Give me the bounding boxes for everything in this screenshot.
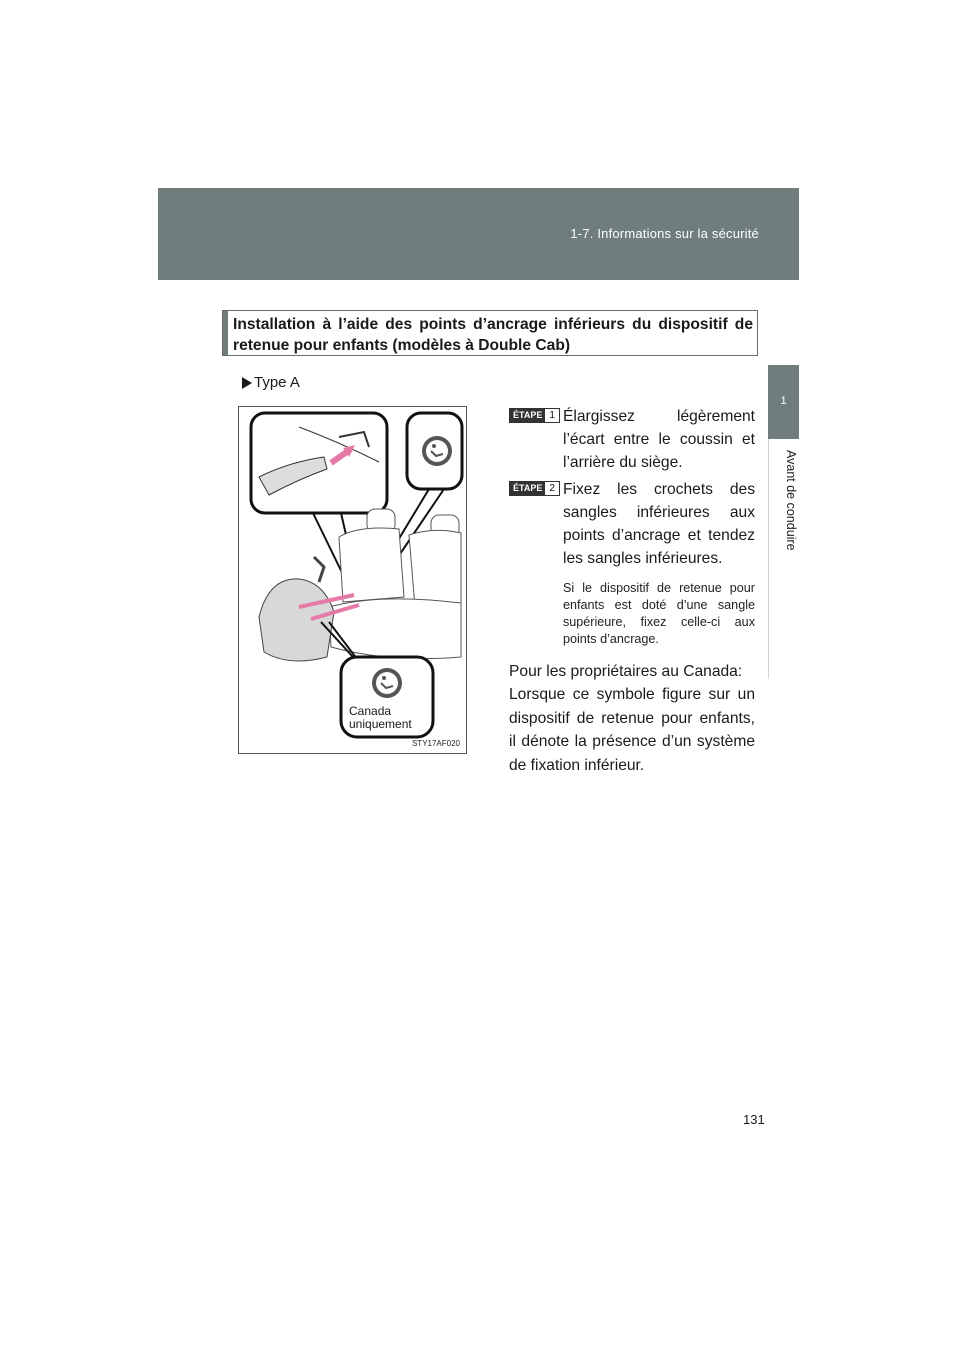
child-seat-illustration <box>239 407 468 755</box>
step-note: Si le dispositif de retenue pour enfants est doté d’une sangle supérieure, fixez celle-ci aux points d’ancrage. <box>563 581 755 646</box>
chapter-number: 1 <box>780 395 787 407</box>
instructions-column <box>509 405 755 777</box>
canada-owners-text: Lorsque ce symbole figure sur un dispositif de retenue pour enfants, il dénote la présence d’un système de fixation inférieur. <box>509 686 755 774</box>
step-1 <box>509 405 755 474</box>
triangle-bullet-icon <box>242 377 252 389</box>
step-badge-word: ÉTAPE <box>510 409 545 422</box>
page-number: 131 <box>743 1112 765 1127</box>
chapter-side-tab <box>768 365 799 439</box>
step-text: Élargissez légèrement l’écart entre le coussin et l’arrière du siège. <box>563 408 755 471</box>
figure-code: STY17AF020 <box>411 739 460 748</box>
chapter-header-band <box>158 188 799 280</box>
side-divider <box>768 439 769 679</box>
step-badge-number: 2 <box>545 482 559 495</box>
canada-owners-heading: Pour les propriétaires au Canada: <box>509 663 743 680</box>
step-2 <box>509 478 755 570</box>
section-heading: Installation à l’aide des points d’ancrage inférieurs du dispositif de retenue pour enfants (modèles à Double Cab) <box>233 316 753 354</box>
type-label-row <box>242 374 300 391</box>
canada-label-line2: uniquement <box>349 717 412 731</box>
section-heading-box <box>222 310 758 356</box>
chapter-section-title: 1-7. Informations sur la sécurité <box>570 226 759 241</box>
step-badge <box>509 408 560 423</box>
type-label: Type A <box>254 374 300 391</box>
step-badge-word: ÉTAPE <box>510 482 545 495</box>
step-badge <box>509 481 560 496</box>
step-badge-number: 1 <box>545 409 559 422</box>
canada-only-label <box>349 705 412 731</box>
illustration-figure <box>238 406 467 754</box>
step-text: Fixez les crochets des sangles inférieures aux points d’ancrage et tendez les sangles inférieures. <box>563 481 755 567</box>
chapter-side-label: Avant de conduire <box>784 450 798 551</box>
canada-label-line1: Canada <box>349 704 392 718</box>
section-heading-accent <box>223 311 228 355</box>
